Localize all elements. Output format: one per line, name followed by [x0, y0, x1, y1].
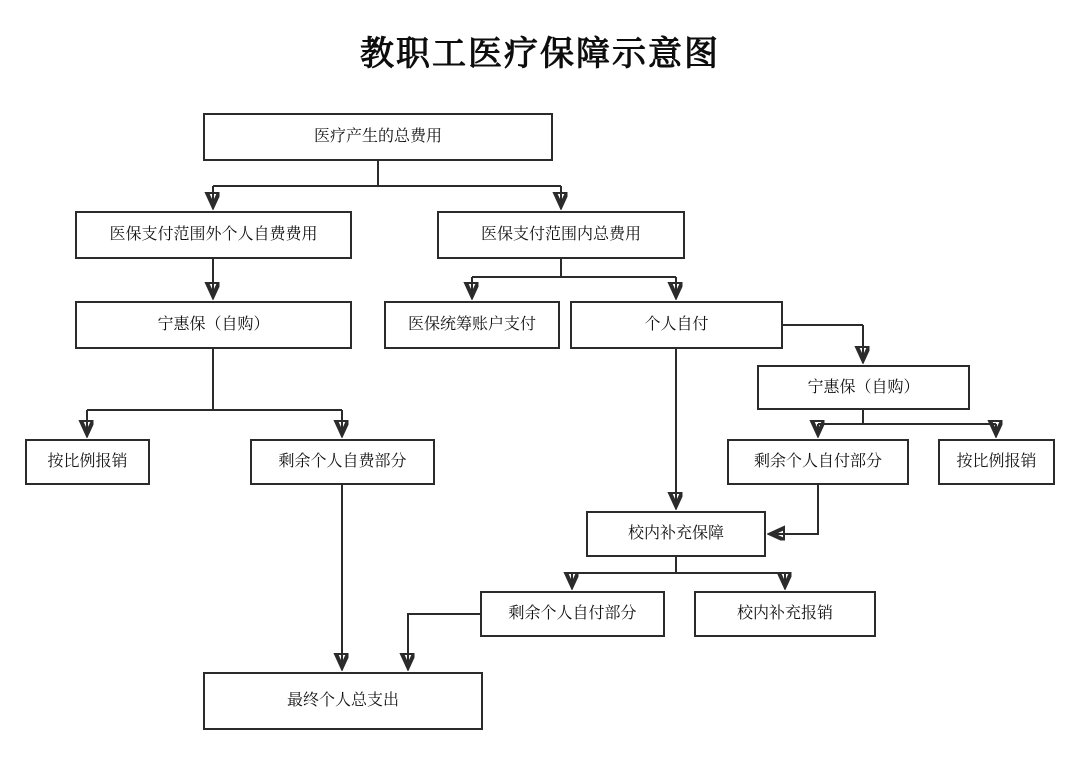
node-ninghuibao-left[interactable]: 宁惠保（自购）: [75, 301, 352, 349]
node-pooled-account-payment[interactable]: 医保统筹账户支付: [384, 301, 560, 349]
node-final-personal-total-expense[interactable]: 最终个人总支出: [203, 672, 483, 730]
page-title: 教职工医疗保障示意图: [360, 35, 720, 73]
node-proportional-reimbursement-right[interactable]: 按比例报销: [938, 439, 1055, 485]
node-campus-supplementary-coverage[interactable]: 校内补充保障: [586, 511, 766, 557]
node-proportional-reimbursement-left[interactable]: 按比例报销: [25, 439, 150, 485]
node-remaining-copayment-bottom[interactable]: 剩余个人自付部分: [480, 591, 665, 637]
node-remaining-self-paid-left[interactable]: 剩余个人自费部分: [250, 439, 435, 485]
node-remaining-copayment-right[interactable]: 剩余个人自付部分: [727, 439, 909, 485]
node-campus-supplementary-reimbursement[interactable]: 校内补充报销: [694, 591, 876, 637]
node-individual-copayment[interactable]: 个人自付: [570, 301, 783, 349]
node-ninghuibao-right[interactable]: 宁惠保（自购）: [757, 365, 970, 410]
node-total-medical-cost[interactable]: 医疗产生的总费用: [203, 113, 553, 161]
node-out-of-scope-self-paid[interactable]: 医保支付范围外个人自费费用: [75, 211, 352, 259]
node-in-scope-total-cost[interactable]: 医保支付范围内总费用: [437, 211, 685, 259]
